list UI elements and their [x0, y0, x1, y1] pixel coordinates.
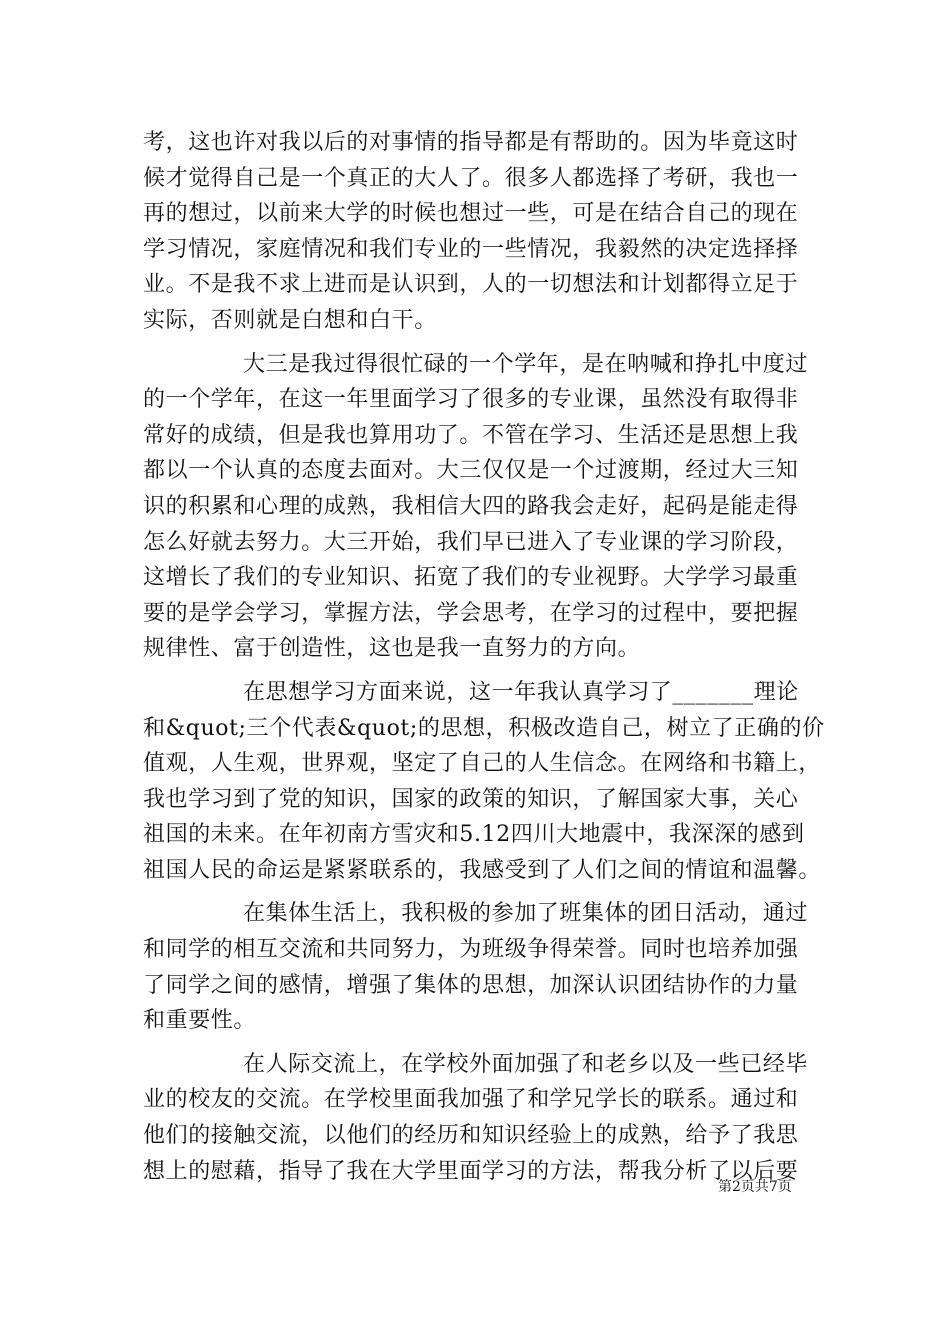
text-line: 业。不是我不求上进而是认识到，人的一切想法和计划都得立足于 [143, 272, 799, 298]
text-line: 业的校友的交流。在学校里面我加强了和学兄学长的联系。通过和 [143, 1087, 799, 1113]
text-line: 规律性、富于创造性，这也是我一直努力的方向。 [143, 636, 641, 662]
paragraph [143, 347, 813, 667]
text-line: 在人际交流上，在学校外面加强了和老乡以及一些已经毕 [243, 1051, 809, 1077]
document-body [143, 125, 825, 1189]
text-line: 他们的接触交流，以他们的经历和知识经验上的成熟，给予了我思 [143, 1123, 799, 1149]
text-line: 祖国的未来。在年初南方雪灾和5.12四川大地震中，我深深的感到 [143, 822, 805, 848]
text-line: 在集体生活上，我积极的参加了班集体的团日活动，通过 [243, 901, 809, 927]
text-line: 这增长了我们的专业知识、拓宽了我们的专业视野。大学学习最重 [143, 565, 799, 591]
text-line: 都以一个认真的态度去面对。大三仅仅是一个过渡期，经过大三知 [143, 458, 799, 484]
text-line: 的一个学年，在这一年里面学习了很多的专业课，虽然没有取得非 [143, 387, 799, 413]
paragraph [143, 896, 813, 1038]
text-line: 和&quot;三个代表&quot;的思想，积极改造自己，树立了正确的价 [143, 715, 825, 741]
text-line: 识的积累和心理的成熟，我相信大四的路我会走好，起码是能走得 [143, 493, 799, 519]
paragraph [143, 125, 813, 339]
text-line: 大三是我过得很忙碌的一个学年，是在呐喊和挣扎中度过 [243, 351, 809, 377]
text-line: 值观，人生观，世界观，坚定了自己的人生信念。在网络和书籍上， [143, 751, 822, 777]
paragraph [143, 1047, 813, 1189]
text-line: 怎么好就去努力。大三开始，我们早已进入了专业课的学习阶段， [143, 529, 799, 555]
text-line: 祖国人民的命运是紧紧联系的，我感受到了人们之间的情谊和温馨。 [143, 857, 822, 883]
text-line: 要的是学会学习，掌握方法，学会思考，在学习的过程中，要把握 [143, 600, 799, 626]
page-number-footer: 第2页共7页 [718, 1179, 792, 1195]
paragraph [143, 675, 825, 889]
text-line: 实际，否则就是白想和白干。 [143, 307, 437, 333]
text-line: 常好的成绩，但是我也算用功了。不管在学习、生活还是思想上我 [143, 422, 799, 448]
text-line: 我也学习到了党的知识，国家的政策的知识，了解国家大事，关心 [143, 786, 799, 812]
text-line: 学习情况，家庭情况和我们专业的一些情况，我毅然的决定选择择 [143, 236, 799, 262]
text-line: 考，这也许对我以后的对事情的指导都是有帮助的。因为毕竟这时 [143, 130, 799, 155]
text-line: 在思想学习方面来说，这一年我认真学习了_______理论 [243, 679, 799, 705]
text-line: 再的想过，以前来大学的时候也想过一些，可是在结合自己的现在 [143, 201, 799, 227]
text-line: 想上的慰藉，指导了我在大学里面学习的方法，帮我分析了以后要 [143, 1158, 799, 1184]
text-line: 和同学的相互交流和共同努力，为班级争得荣誉。同时也培养加强 [143, 937, 799, 963]
text-line: 了同学之间的感情，增强了集体的思想，加深认识团结协作的力量 [143, 972, 799, 998]
text-line: 和重要性。 [143, 1008, 257, 1034]
text-line: 候才觉得自己是一个真正的大人了。很多人都选择了考研，我也一 [143, 165, 799, 191]
